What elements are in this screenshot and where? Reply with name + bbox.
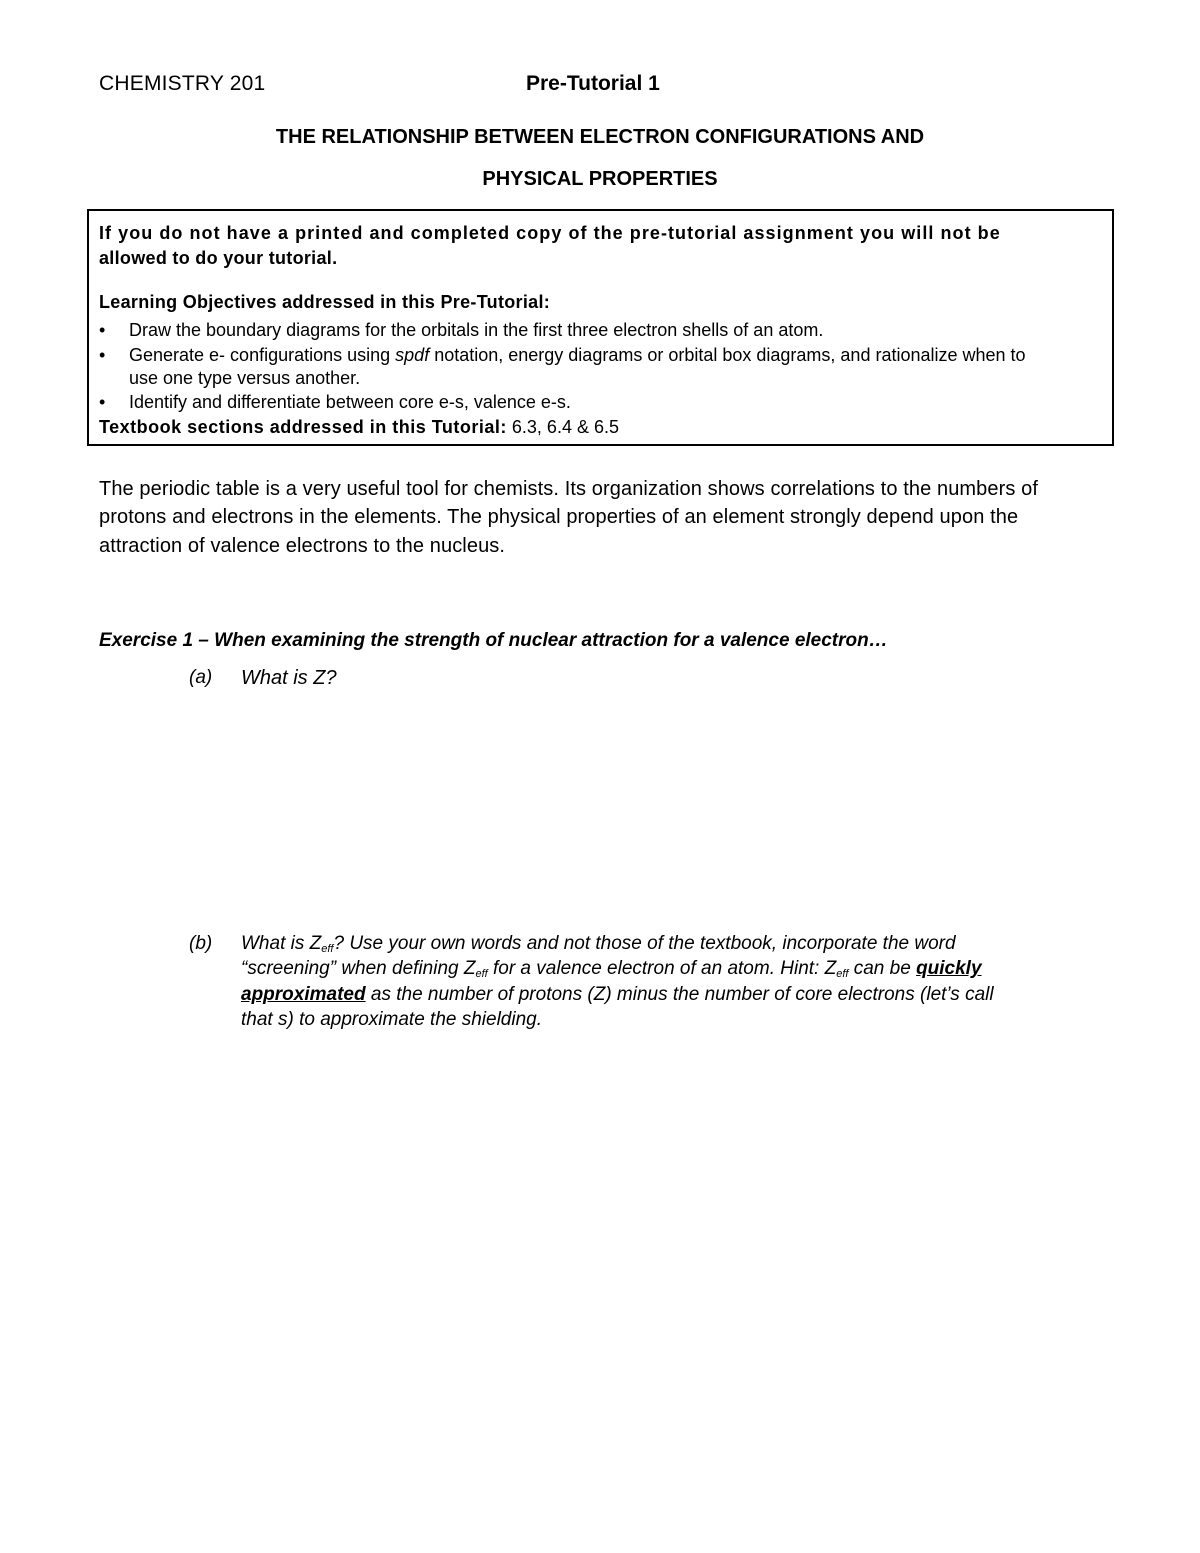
textbook-sections xyxy=(99,417,619,438)
objective-text-part: Generate e- configurations using xyxy=(129,345,396,365)
question-b-text-part: “screening” when defining Z xyxy=(241,958,476,979)
intro-paragraph-line-3: attraction of valence electrons to the nucleus. xyxy=(99,535,506,557)
page-title-line-1: THE RELATIONSHIP BETWEEN ELECTRON CONFIGURATIONS AND xyxy=(275,126,925,148)
question-a-label: (a) xyxy=(189,667,213,688)
question-b-text-part: as the number of protons (Z) minus the number of core electrons (let’s call xyxy=(365,984,994,1005)
objectives-box xyxy=(87,209,1114,446)
objective-text xyxy=(129,345,1026,366)
question-b-text-part: for a valence electron of an atom. Hint: Z xyxy=(487,958,837,979)
bullet-icon: • xyxy=(99,320,106,340)
course-code: CHEMISTRY 201 xyxy=(99,72,266,95)
question-a-text: What is Z? xyxy=(241,667,337,689)
exercise-heading: Exercise 1 – When examining the strength of nuclear attraction for a valence electron… xyxy=(99,630,888,651)
objective-text: Identify and differentiate between core e-s, valence e-s. xyxy=(129,392,571,412)
question-b-line-2 xyxy=(241,958,982,980)
textbook-sections-value: 6.3, 6.4 & 6.5 xyxy=(506,417,619,437)
tutorial-label: Pre-Tutorial 1 xyxy=(526,72,660,95)
intro-paragraph-line-2: protons and electrons in the elements. The physical properties of an element strongly depend upon the xyxy=(99,506,1019,528)
objective-text: use one type versus another. xyxy=(129,368,361,388)
page-title-line-2: PHYSICAL PROPERTIES xyxy=(482,168,718,190)
subscript-eff: eff xyxy=(475,968,488,980)
subscript-eff: eff xyxy=(836,968,849,980)
question-b-line-4: that s) to approximate the shielding. xyxy=(241,1009,543,1030)
question-b-emphasis: quickly xyxy=(916,958,982,979)
question-b-emphasis: approximated xyxy=(241,984,366,1005)
warning-text-line-1: If you do not have a printed and completed copy of the pre-tutorial assignment you will not be xyxy=(99,223,1001,243)
question-b-label: (b) xyxy=(189,933,213,954)
objective-text-part: notation, energy diagrams or orbital box diagrams, and rationalize when to xyxy=(429,345,1026,365)
question-b-text-part: can be xyxy=(848,958,917,979)
question-b-text-part: What is Z xyxy=(241,933,322,954)
question-b-line-3 xyxy=(241,984,994,1006)
objective-text: Draw the boundary diagrams for the orbitals in the first three electron shells of an atom. xyxy=(129,320,824,340)
objectives-heading: Learning Objectives addressed in this Pre-Tutorial: xyxy=(99,292,551,312)
objective-text-emphasis: spdf xyxy=(395,345,430,365)
textbook-sections-label: Textbook sections addressed in this Tutorial: xyxy=(99,417,507,437)
bullet-icon: • xyxy=(99,392,106,412)
bullet-icon: • xyxy=(99,345,106,365)
warning-text-line-2: allowed to do your tutorial. xyxy=(99,248,338,268)
subscript-eff: eff xyxy=(321,943,334,955)
question-b-line-1 xyxy=(241,933,956,955)
intro-paragraph-line-1: The periodic table is a very useful tool for chemists. Its organization shows correlations to the numbers of xyxy=(99,478,1039,500)
question-b-text-part: ? Use your own words and not those of the textbook, incorporate the word xyxy=(333,933,956,954)
